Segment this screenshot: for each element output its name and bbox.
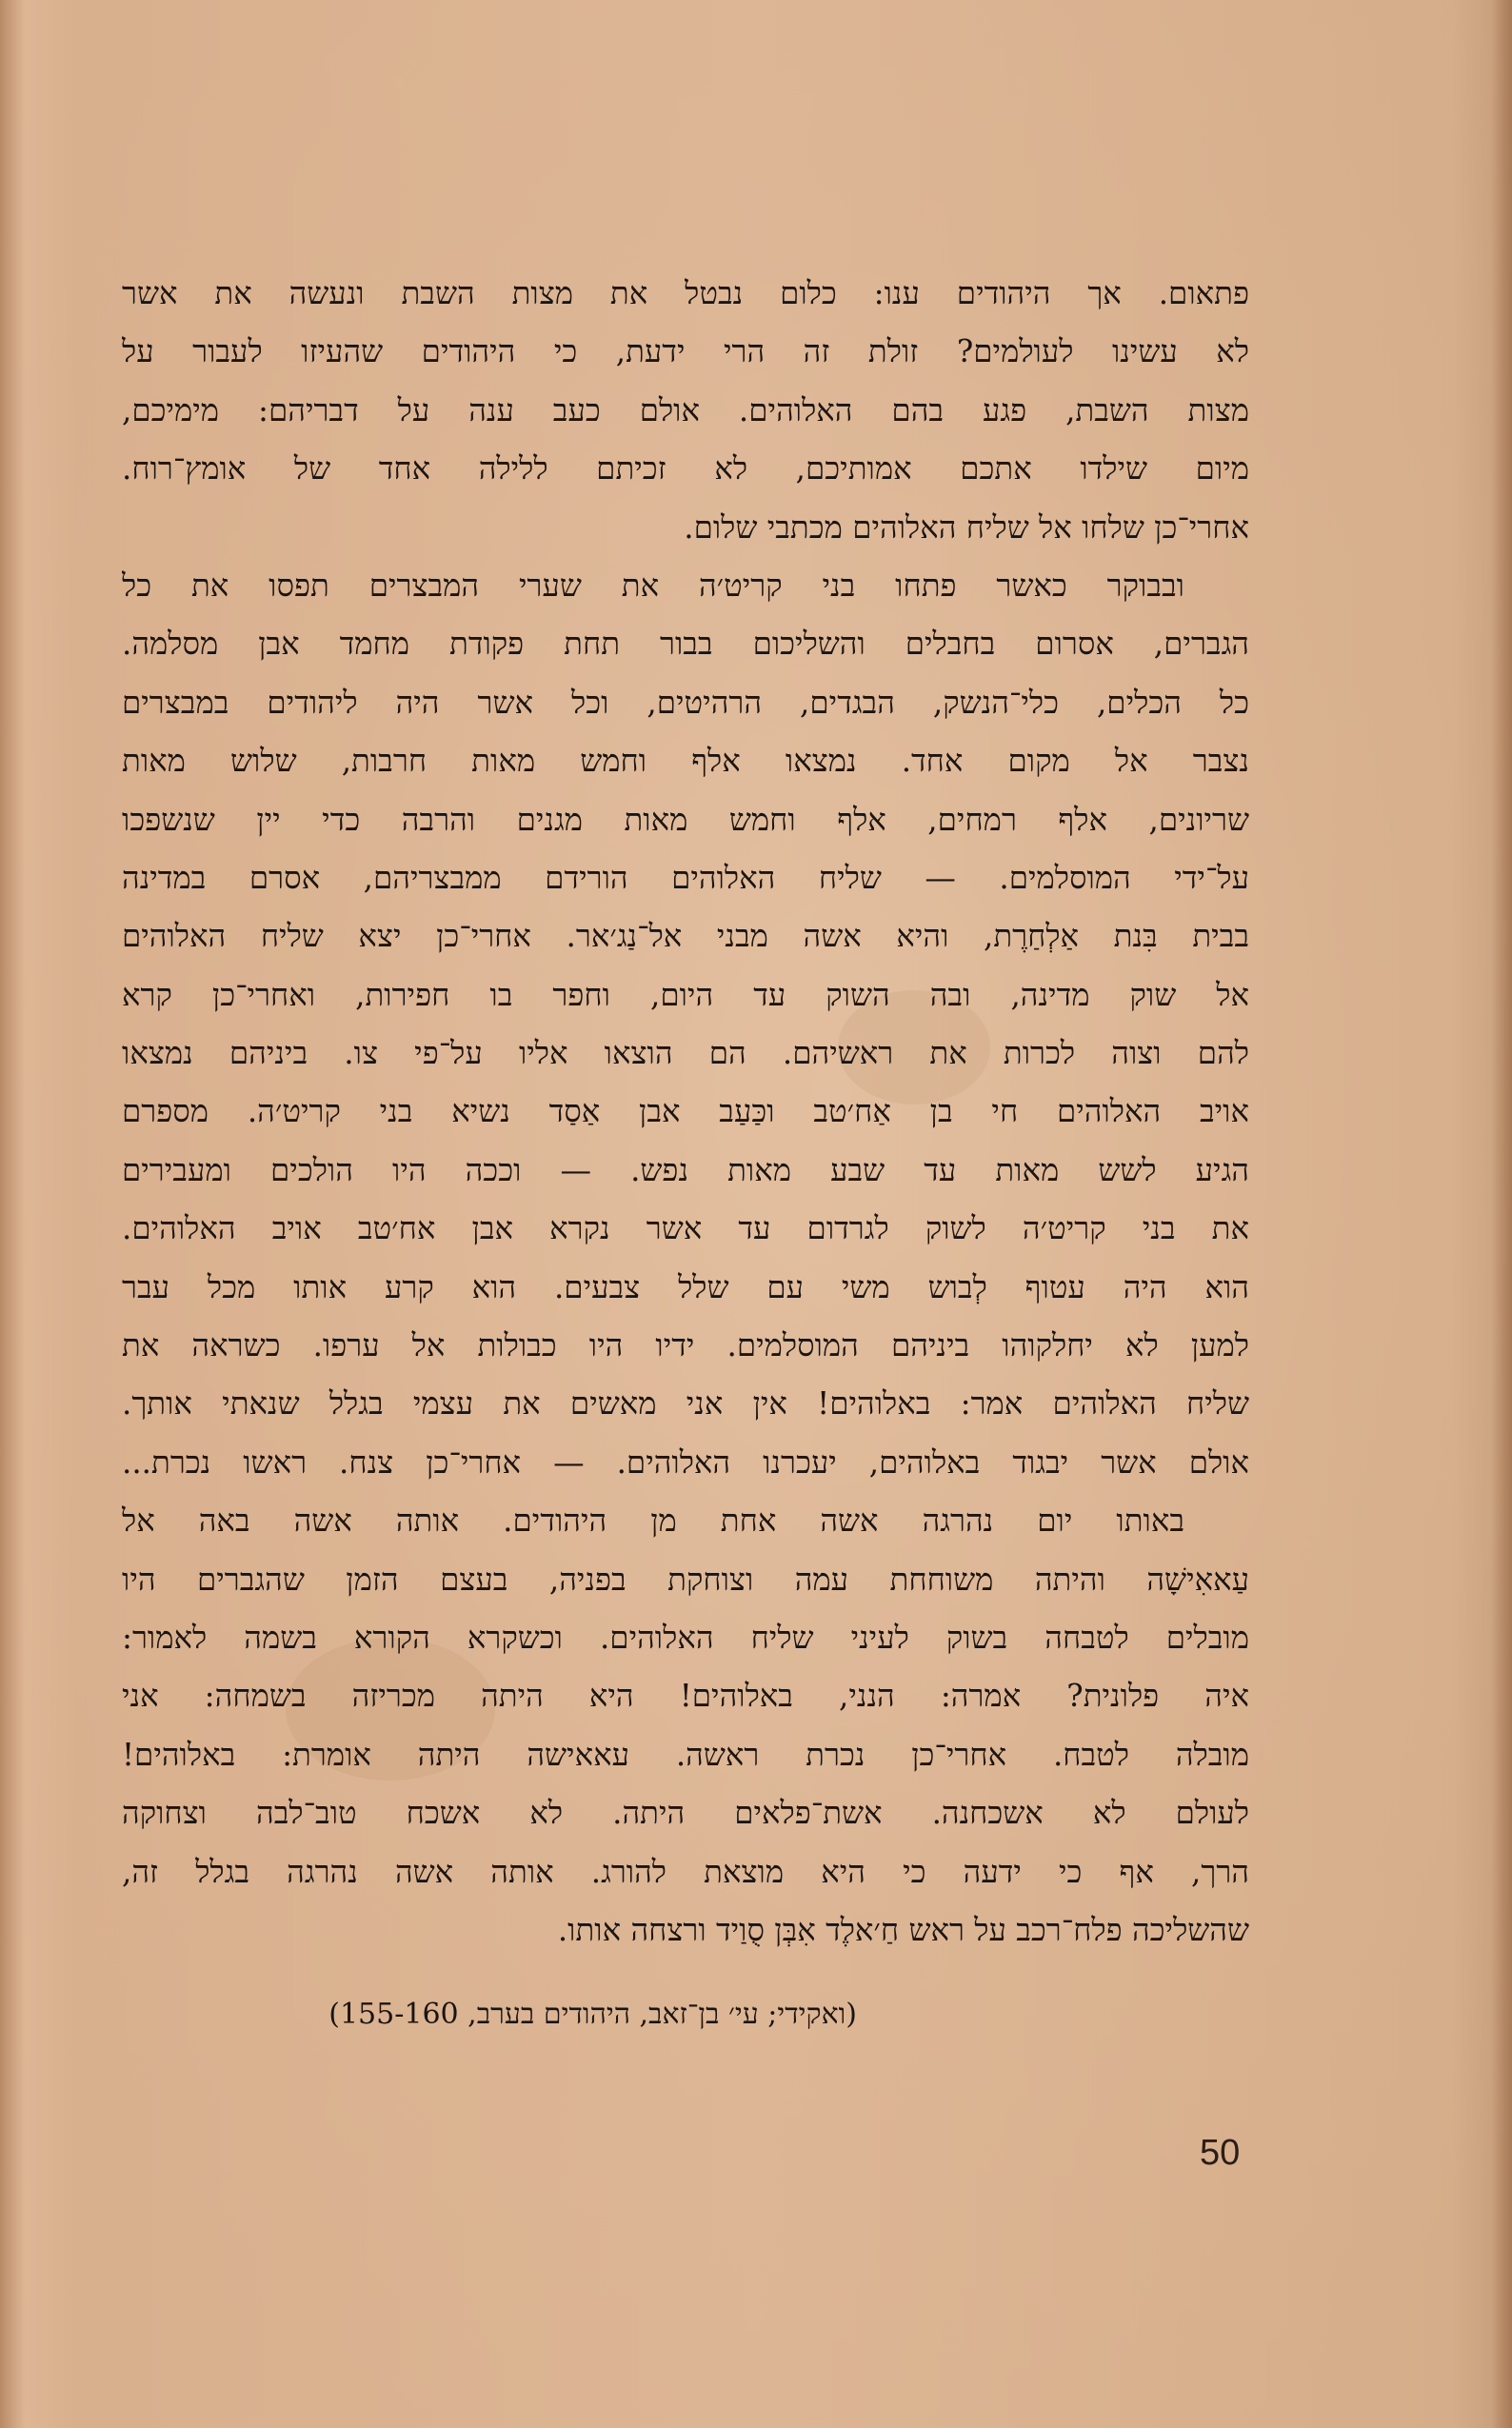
text-line: למען לא יחלקוהו ביניהם המוסלמים. ידיו היו כבולות אל ערפו. כשראה את <box>122 1327 1249 1364</box>
text-line: מצות השבת, פגע בהם האלוהים. אולם כעב ענה על דבריהם: מימיכם, <box>122 391 1249 428</box>
text-line: על־ידי המוסלמים. — שליח האלוהים הורידם ממבצריהם, אסרם במדינה <box>122 859 1249 896</box>
text-line: הגיע לשש מאות עד שבע מאות נפש. — וככה היו הולכים ומעבירים <box>122 1151 1249 1188</box>
text-line: ובבוקר כאשר פתחו בני קריט׳ה את שערי המבצרים תפסו את כל <box>122 567 1184 604</box>
text-line: אל שוק מדינה, ובה השוק עד היום, וחפר בו חפירות, ואחרי־כן קרא <box>122 976 1249 1013</box>
text-line: את בני קריט׳ה לשוק לגרדום עד אשר נקרא אבן אח׳טב אויב האלוהים. <box>122 1210 1249 1247</box>
text-line: שריונים, אלף רמחים, אלף וחמש מאות מגנים והרבה כדי יין שנשפכו <box>122 801 1249 838</box>
text-line: לא עשינו לעולמים? זולת זה הרי ידעת, כי היהודים שהעיזו לעבור על <box>122 333 1249 370</box>
text-line: שהשליכה פלח־רכב על ראש חַ׳אלֶד אִבְּן סֻוַיד ורצחה אותו. <box>557 1911 1249 1948</box>
text-line: אולם אשר יבגוד באלוהים, יעכרנו האלוהים. — אחרי־כן צנח. ראשו נכרת... <box>122 1443 1249 1481</box>
text-line: הגברים, אסרום בחבלים והשליכום בבור תחת פקודת מחמד אבן מסלמה. <box>122 626 1249 663</box>
text-line: מובלים לטבחה בשוק לעיני שליח האלוהים. וכשקרא הקורא בשמה לאמור: <box>122 1619 1249 1656</box>
body-text <box>122 265 1249 1960</box>
source-citation: (ואקידי; עי׳ בן־זאב, היהודים בערב, 155-160) <box>328 1998 857 2031</box>
text-line: מיום שילדו אתכם אמותיכם, לא זכיתם ללילה אחד של אומץ־רוח. <box>122 450 1249 488</box>
text-line: איה פלונית? אמרה: הנני, באלוהים! היא היתה מכריזה בשמחה: אני <box>122 1678 1249 1715</box>
text-line: עַאאִישָׁה והיתה משוחחת עמה וצוחקת בפניה, בעצם הזמן שהגברים היו <box>122 1561 1249 1598</box>
text-line: פתאום. אך היהודים ענו: כלום נבטל את מצות השבת ונעשה את אשר <box>122 275 1249 311</box>
text-line: להם וצוה לכרות את ראשיהם. הם הוצאו אליו על־פי צו. ביניהם נמצאו <box>122 1035 1249 1072</box>
page-edge-shadow-right <box>1491 0 1512 2428</box>
text-line: הוא היה עטוף לְבוש משי עם שלל צבעים. הוא קרע אותו מכל עבר <box>122 1268 1249 1305</box>
text-line: מובלה לטבח. אחרי־כן נכרת ראשה. עאאישה היתה אומרת: באלוהים! <box>122 1736 1249 1773</box>
page-edge-shadow-left <box>0 0 25 2428</box>
text-line: אויב האלוהים חי בן אַח׳טב וכַּעַב אבן אַסַד נשיא בני קריט׳ה. מספרם <box>122 1093 1249 1130</box>
text-line: שליח האלוהים אמר: באלוהים! אין אני מאשים את עצמי בגלל שנאתי אותך. <box>122 1385 1249 1423</box>
text-line: באותו יום נהרגה אשה אחת מן היהודים. אותה אשה באה אל <box>122 1503 1184 1540</box>
text-line: הרך, אף כי ידעה כי היא מוצאת להורג. אותה אשה נהרגה בגלל זה, <box>122 1853 1249 1890</box>
text-line: אחרי־כן שלחו אל שליח האלוהים מכתבי שלום. <box>684 508 1249 546</box>
text-line: לעולם לא אשכחנה. אשת־פלאים היתה. לא אשכח טוב־לבה וצחוקה <box>122 1795 1249 1832</box>
text-line: נצבר אל מקום אחד. נמצאו אלף וחמש מאות חרבות, שלוש מאות <box>122 743 1249 780</box>
page-number: 50 <box>1200 2133 1241 2173</box>
text-line: כל הכלים, כלי־הנשק, הבגדים, הרהיטים, וכל אשר היה ליהודים במבצרים <box>122 684 1249 721</box>
text-line: בבית בִּנת אַלְחַרֶת, והיא אשה מבני אל־נַג׳אר. אחרי־כן יצא שליח האלוהים <box>122 918 1249 955</box>
